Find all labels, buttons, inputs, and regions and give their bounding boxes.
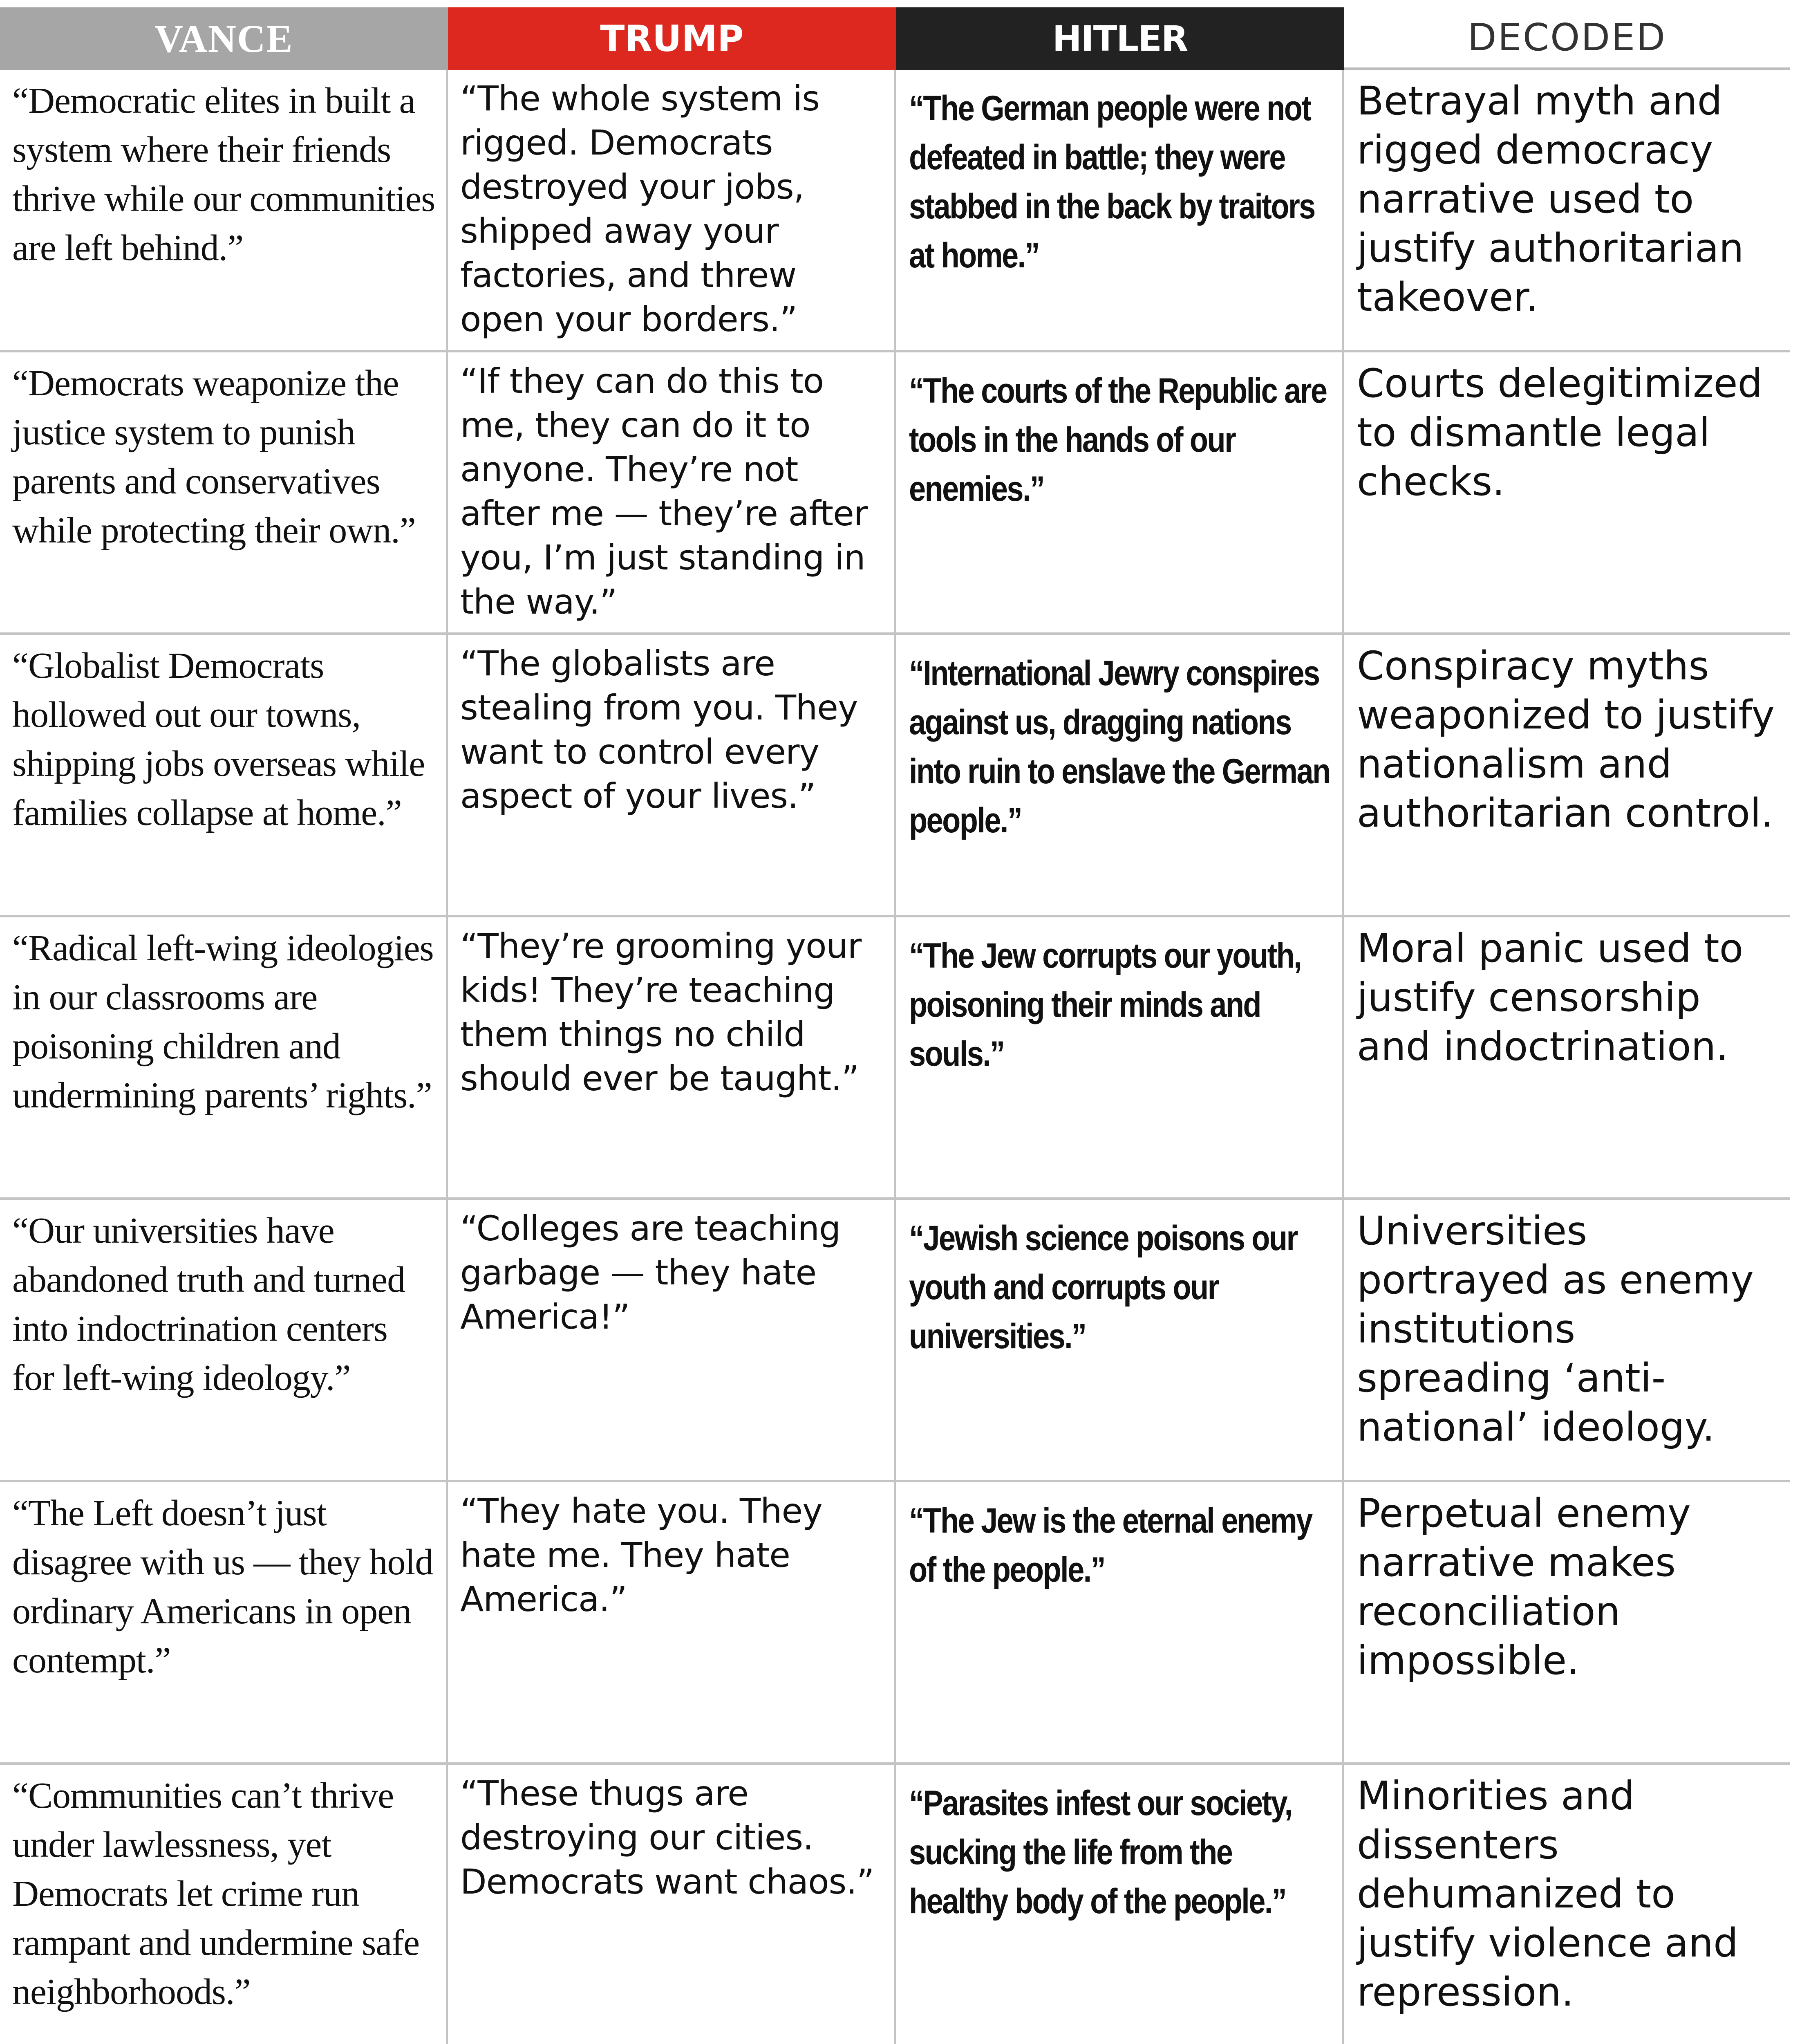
cell-hitler-quote — [896, 1482, 1344, 1765]
cell-hitler-quote — [896, 635, 1344, 917]
comparison-table — [0, 7, 1790, 2044]
cell-decoded-text: Minorities and dissenters dehumanized to justify violence and repression. — [1344, 1765, 1790, 2044]
cell-decoded-text: Betrayal myth and rigged democracy narrative used to justify authoritarian takeover. — [1344, 70, 1790, 352]
cell-hitler-text: “The German people were not defeated in battle; they were stabbed in the back by traitors at home.” — [909, 89, 1315, 275]
cell-hitler-text: “The courts of the Republic are tools in the hands of our enemies.” — [909, 371, 1327, 509]
header-hitler: HITLER — [896, 7, 1344, 70]
cell-vance-quote: “Communities can’t thrive under lawlessness, yet Democrats let crime run rampant and undermine safe neighborhoods.” — [0, 1765, 448, 2044]
cell-hitler-quote — [896, 1200, 1344, 1482]
cell-vance-quote: “Democratic elites in built a system where their friends thrive while our communities are left behind.” — [0, 70, 448, 352]
cell-hitler-text: “The Jew is the eternal enemy of the people.” — [909, 1501, 1312, 1589]
cell-hitler-text: “Parasites infest our society, sucking the life from the healthy body of the people.” — [909, 1784, 1292, 1921]
cell-hitler-quote — [896, 917, 1344, 1200]
cell-trump-quote: “They hate you. They hate me. They hate America.” — [448, 1482, 896, 1765]
cell-vance-quote: “Radical left-wing ideologies in our classrooms are poisoning children and undermining parents’ rights.” — [0, 917, 448, 1200]
header-decoded: DECODED — [1344, 7, 1790, 70]
cell-decoded-text: Universities portrayed as enemy institutions spreading ‘anti-national’ ideology. — [1344, 1200, 1790, 1482]
cell-vance-quote: “Democrats weaponize the justice system to punish parents and conservatives while protecting their own.” — [0, 352, 448, 635]
cell-decoded-text: Moral panic used to justify censorship and indoctrination. — [1344, 917, 1790, 1200]
cell-hitler-text: “Jewish science poisons our youth and corrupts our universities.” — [909, 1219, 1297, 1356]
cell-hitler-text: “International Jewry conspires against us, dragging nations into ruin to enslave the German people.” — [909, 654, 1330, 840]
cell-hitler-quote — [896, 1765, 1344, 2044]
cell-vance-quote: “The Left doesn’t just disagree with us — they hold ordinary Americans in open contempt.” — [0, 1482, 448, 1765]
cell-hitler-text: “The Jew corrupts our youth, poisoning their minds and souls.” — [909, 936, 1301, 1074]
cell-vance-quote: “Our universities have abandoned truth and turned into indoctrination centers for left-wing ideology.” — [0, 1200, 448, 1482]
cell-hitler-quote — [896, 70, 1344, 352]
cell-hitler-quote — [896, 352, 1344, 635]
cell-trump-quote: “The whole system is rigged. Democrats destroyed your jobs, shipped away your factories, and threw open your borders.” — [448, 70, 896, 352]
cell-decoded-text: Courts delegitimized to dismantle legal checks. — [1344, 352, 1790, 635]
cell-trump-quote: “They’re grooming your kids! They’re teaching them things no child should ever be taught.” — [448, 917, 896, 1200]
cell-trump-quote: “If they can do this to me, they can do it to anyone. They’re not after me — they’re after you, I’m just standing in the way.” — [448, 352, 896, 635]
cell-vance-quote: “Globalist Democrats hollowed out our towns, shipping jobs overseas while families collapse at home.” — [0, 635, 448, 917]
header-trump: TRUMP — [448, 7, 896, 70]
cell-trump-quote: “The globalists are stealing from you. They want to control every aspect of your lives.” — [448, 635, 896, 917]
cell-trump-quote: “These thugs are destroying our cities. Democrats want chaos.” — [448, 1765, 896, 2044]
cell-decoded-text: Conspiracy myths weaponized to justify nationalism and authoritarian control. — [1344, 635, 1790, 917]
cell-trump-quote: “Colleges are teaching garbage — they hate America!” — [448, 1200, 896, 1482]
cell-decoded-text: Perpetual enemy narrative makes reconciliation impossible. — [1344, 1482, 1790, 1765]
header-vance: VANCE — [0, 7, 448, 70]
